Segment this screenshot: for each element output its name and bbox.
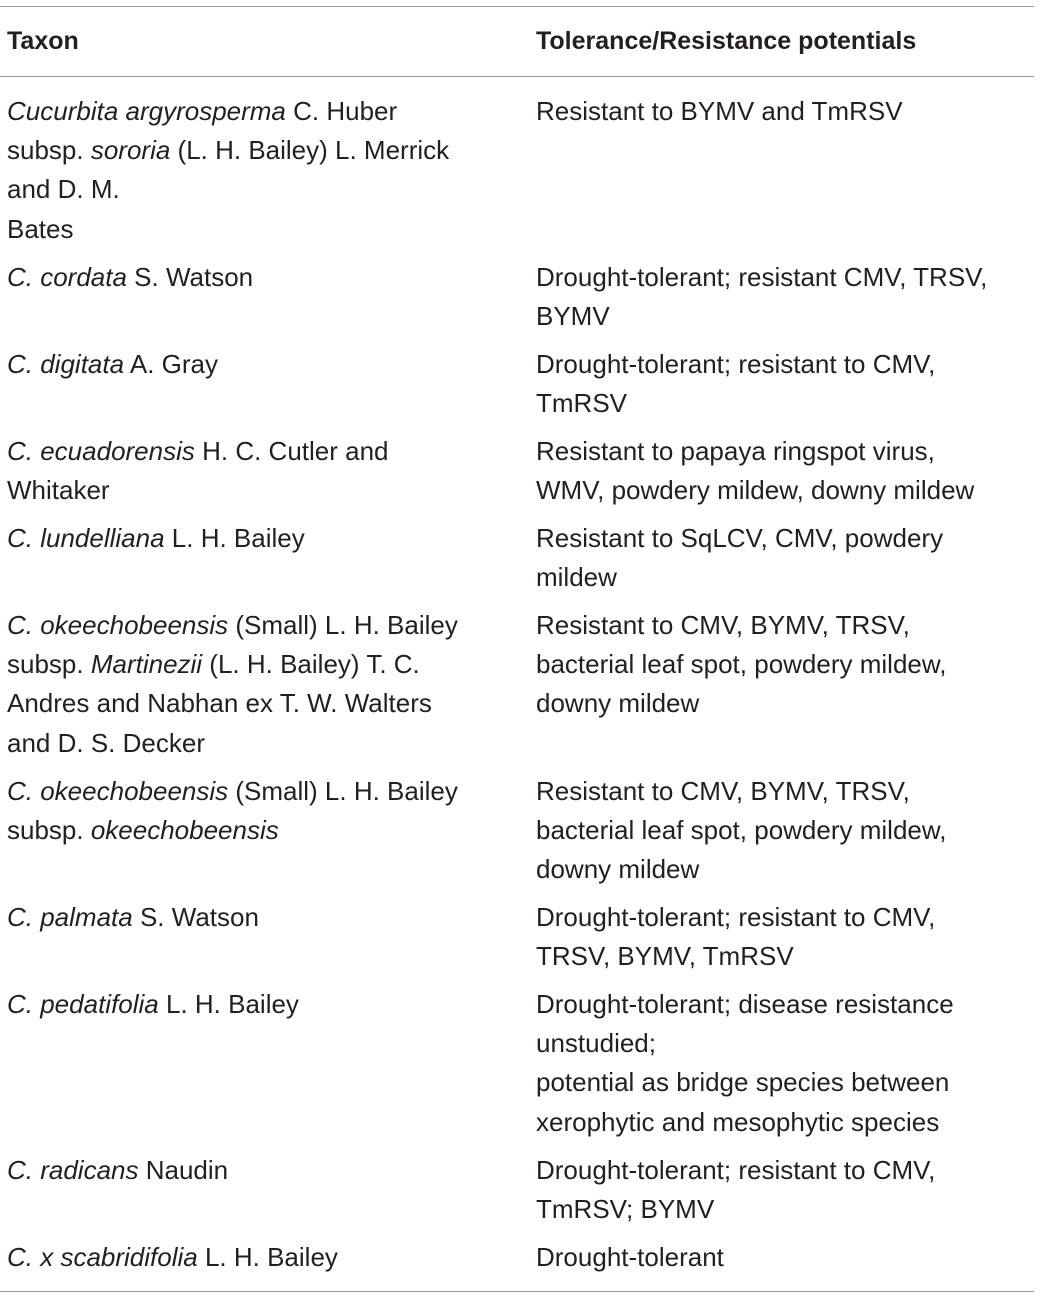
potential-cell: Drought-tolerant; resistant to CMV, TmRSV [536,349,936,419]
taxon-author: C. Huber subsp. [7,96,398,166]
taxon-author: (L. H. Bailey) T. C. Andres and Nabhan ex T. W. Walters and D. S. Decker [7,649,432,758]
taxon-name-italic: C. ecuadorensis [7,436,195,466]
taxon-author: S. Watson [132,902,259,932]
potential-cell: Drought-tolerant; resistant to CMV, TmRSV; BYMV [536,1155,936,1225]
taxon-name-italic: C. lundelliana [7,523,165,553]
taxon-name-italic: sororia [90,135,171,166]
taxon-author: (Small) L. H. Bailey subsp. [7,610,458,680]
taxon-name-italic: C. okeechobeensis [7,610,229,640]
taxon-author: Naudin [138,1155,229,1185]
taxon-name-italic: Cucurbita argyrosperma [7,96,286,126]
potential-cell: Drought-tolerant [536,1242,724,1272]
potential-cell: Resistant to SqLCV, CMV, powdery mildew [536,523,944,593]
taxon-author: A. Gray [124,349,218,379]
header-potentials: Tolerance/Resistance potentials [536,27,917,55]
potential-cell: Drought-tolerant; resistant to CMV, TRSV, BYMV, TmRSV [536,902,936,972]
header-taxon: Taxon [7,27,79,55]
taxon-name-italic: okeechobeensis [90,815,279,846]
taxon-cell [7,898,507,937]
taxon-author: L. H. Bailey [158,989,299,1019]
table-top-rule [0,6,1034,7]
potential-cell: Drought-tolerant; resistant CMV, TRSV, BYMV [536,262,988,332]
taxon-cell [7,432,507,510]
taxon-author: (L. H. Bailey) L. Merrick and D. M. Bates [7,135,450,244]
potential-cell: Resistant to papaya ringspot virus, WMV, powdery mildew, downy mildew [536,436,975,506]
taxon-author: H. C. Cutler and Whitaker [7,436,389,506]
taxon-name-italic: C. pedatifolia [7,989,159,1019]
taxon-cell [7,772,507,850]
taxon-cell [7,258,507,297]
potential-cell: Resistant to CMV, BYMV, TRSV, bacterial leaf spot, powdery mildew, downy mildew [536,776,947,885]
table-bottom-rule [0,1291,1034,1292]
potential-cell: Drought-tolerant; disease resistance unstudied; potential as bridge species between xerophytic and mesophytic species [536,989,954,1137]
taxon-cell [7,519,507,558]
taxon-author: L. H. Bailey [164,523,305,553]
taxon-name-italic: C. cordata [7,262,127,292]
taxon-cell [7,606,507,763]
taxon-name-italic: C. palmata [7,902,133,932]
taxon-cell [7,1151,507,1190]
potential-cell: Resistant to CMV, BYMV, TRSV, bacterial leaf spot, powdery mildew, downy mildew [536,610,947,719]
taxon-name-italic: C. radicans [7,1155,139,1185]
header-rule [0,76,1034,77]
taxon-name-italic: C. okeechobeensis [7,776,229,806]
taxon-cell [7,92,507,249]
taxon-cell [7,345,507,384]
taxon-author: S. Watson [126,262,254,292]
taxon-name-italic: Martinezii [90,649,203,680]
taxon-name-italic: C. x scabridifolia [7,1242,198,1272]
taxon-author: L. H. Bailey [197,1242,338,1272]
taxon-author: (Small) L. H. Bailey subsp. [7,776,458,846]
taxon-cell [7,985,507,1024]
potential-cell: Resistant to BYMV and TmRSV [536,96,903,126]
taxon-cell [7,1238,507,1277]
taxon-name-italic: C. digitata [7,349,125,379]
